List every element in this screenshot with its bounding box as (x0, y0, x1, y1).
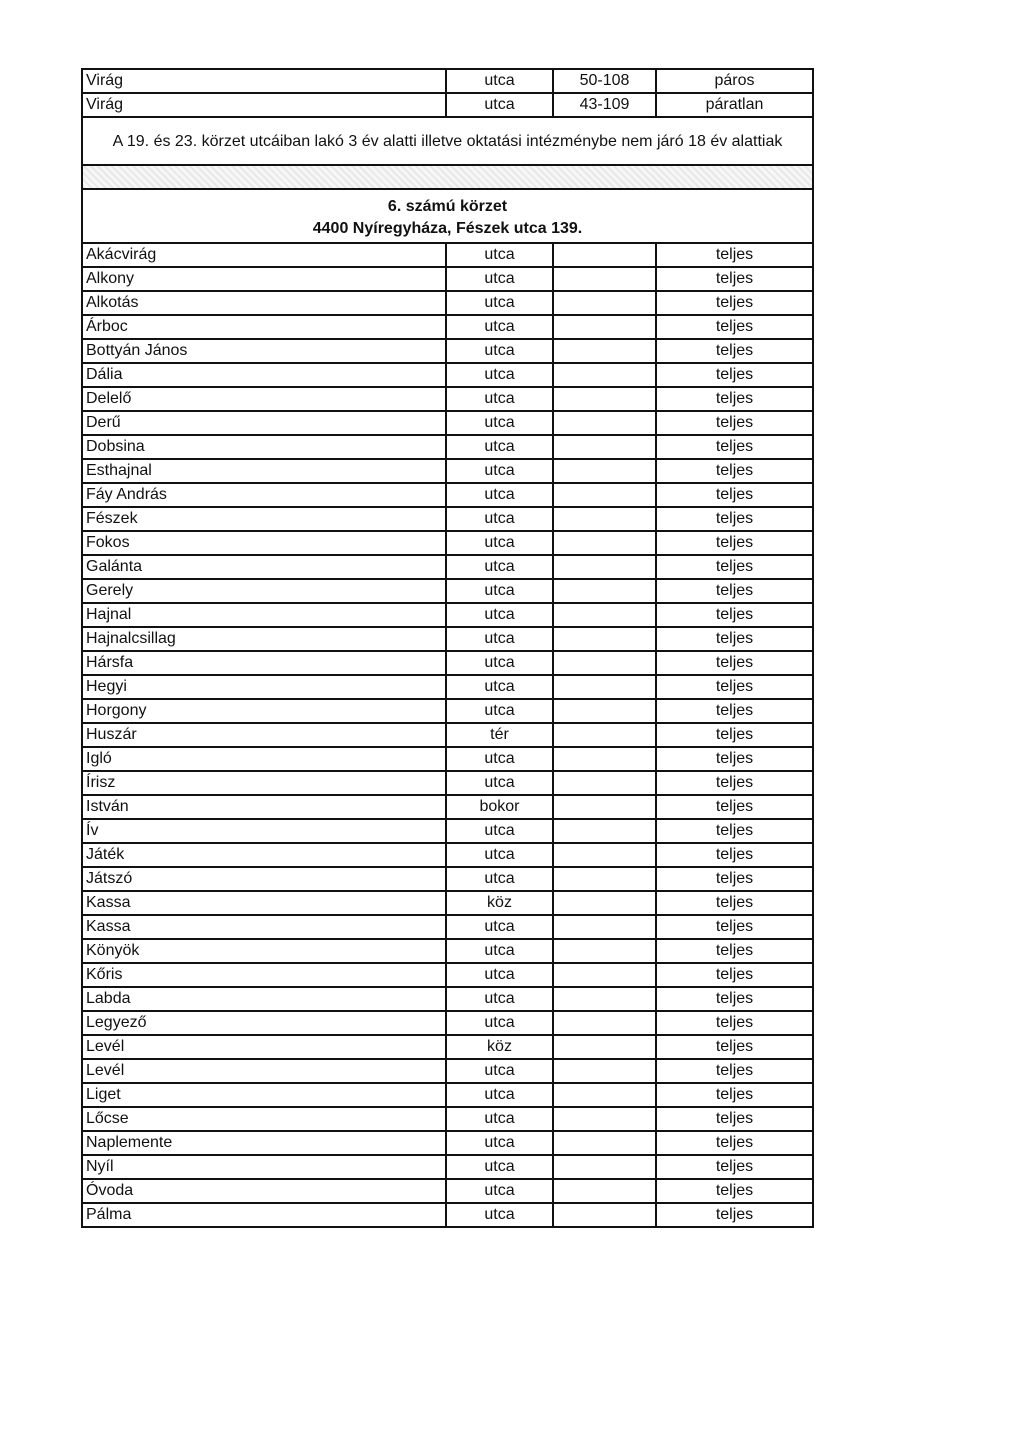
street-type-cell: utca (446, 1059, 553, 1083)
parity-cell: páratlan (656, 93, 813, 117)
street-type-cell: utca (446, 1107, 553, 1131)
street-type-cell: utca (446, 1083, 553, 1107)
parity-cell: teljes (656, 531, 813, 555)
house-range-cell (553, 579, 656, 603)
house-range-cell (553, 387, 656, 411)
house-range-cell (553, 819, 656, 843)
parity-cell: teljes (656, 915, 813, 939)
house-range-cell (553, 891, 656, 915)
street-type-cell: utca (446, 363, 553, 387)
street-type-cell: utca (446, 603, 553, 627)
street-name-cell: Huszár (82, 723, 446, 747)
table-row (82, 819, 813, 843)
street-type-cell: köz (446, 1035, 553, 1059)
street-type-cell: utca (446, 1203, 553, 1227)
street-type-cell: utca (446, 627, 553, 651)
district-header (82, 189, 813, 243)
street-type-cell: utca (446, 843, 553, 867)
house-range-cell (553, 795, 656, 819)
house-range-cell (553, 267, 656, 291)
table-row (82, 387, 813, 411)
house-range-cell (553, 555, 656, 579)
street-name-cell: Lőcse (82, 1107, 446, 1131)
table-row (82, 339, 813, 363)
parity-cell: teljes (656, 627, 813, 651)
street-name-cell: Hegyi (82, 675, 446, 699)
house-range-cell (553, 939, 656, 963)
parity-cell: teljes (656, 651, 813, 675)
parity-cell: teljes (656, 795, 813, 819)
parity-cell: teljes (656, 579, 813, 603)
street-name-cell: Igló (82, 747, 446, 771)
table-row (82, 771, 813, 795)
street-name-cell: Derű (82, 411, 446, 435)
table-row (82, 579, 813, 603)
street-name-cell: Virág (82, 93, 446, 117)
table-row (82, 507, 813, 531)
street-name-cell: Levél (82, 1035, 446, 1059)
parity-cell: páros (656, 69, 813, 93)
street-name-cell: Kassa (82, 891, 446, 915)
table-row (82, 1179, 813, 1203)
table-row (82, 531, 813, 555)
house-range-cell (553, 1083, 656, 1107)
street-name-cell: Pálma (82, 1203, 446, 1227)
street-type-cell: utca (446, 675, 553, 699)
table-row (82, 963, 813, 987)
street-name-cell: Nyíl (82, 1155, 446, 1179)
parity-cell: teljes (656, 363, 813, 387)
street-name-cell: Játszó (82, 867, 446, 891)
house-range-cell (553, 747, 656, 771)
table-row (82, 699, 813, 723)
street-name-cell: Galánta (82, 555, 446, 579)
house-range-cell (553, 963, 656, 987)
parity-cell: teljes (656, 891, 813, 915)
table-row (82, 939, 813, 963)
street-type-cell: utca (446, 411, 553, 435)
house-range-cell (553, 243, 656, 267)
house-range-cell (553, 315, 656, 339)
street-name-cell: Naplemente (82, 1131, 446, 1155)
table-row (82, 483, 813, 507)
parity-cell: teljes (656, 1131, 813, 1155)
street-name-cell: Dália (82, 363, 446, 387)
street-name-cell: Fokos (82, 531, 446, 555)
street-name-cell: Kőris (82, 963, 446, 987)
parity-cell: teljes (656, 675, 813, 699)
street-name-cell: István (82, 795, 446, 819)
house-range-cell (553, 1011, 656, 1035)
street-type-cell: utca (446, 315, 553, 339)
table-row (82, 627, 813, 651)
street-name-cell: Liget (82, 1083, 446, 1107)
house-range-cell (553, 627, 656, 651)
table-row (82, 69, 813, 93)
parity-cell: teljes (656, 987, 813, 1011)
parity-cell: teljes (656, 1107, 813, 1131)
parity-cell: teljes (656, 435, 813, 459)
parity-cell: teljes (656, 507, 813, 531)
street-name-cell: Delelő (82, 387, 446, 411)
parity-cell: teljes (656, 1083, 813, 1107)
parity-cell: teljes (656, 819, 813, 843)
note-text: A 19. és 23. körzet utcáiban lakó 3 év alatti illetve oktatási intézménybe nem járó 18 év alattiak (82, 117, 813, 165)
parity-cell: teljes (656, 1035, 813, 1059)
street-type-cell: utca (446, 291, 553, 315)
house-range-cell (553, 699, 656, 723)
street-type-cell: utca (446, 507, 553, 531)
table-row (82, 891, 813, 915)
district-title: 6. számú körzet (387, 198, 508, 215)
table-row (82, 747, 813, 771)
street-type-cell: utca (446, 747, 553, 771)
street-type-cell: utca (446, 267, 553, 291)
house-range-cell (553, 1155, 656, 1179)
street-name-cell: Esthajnal (82, 459, 446, 483)
street-type-cell: köz (446, 891, 553, 915)
house-range-cell (553, 651, 656, 675)
district-header-row (82, 189, 813, 243)
street-name-cell: Labda (82, 987, 446, 1011)
table-row (82, 1035, 813, 1059)
parity-cell: teljes (656, 483, 813, 507)
house-range-cell (553, 1179, 656, 1203)
table-row (82, 243, 813, 267)
street-type-cell: tér (446, 723, 553, 747)
house-range-cell (553, 1203, 656, 1227)
parity-cell: teljes (656, 459, 813, 483)
table-row (82, 603, 813, 627)
street-type-cell: utca (446, 459, 553, 483)
street-name-cell: Bottyán János (82, 339, 446, 363)
table-row (82, 867, 813, 891)
street-name-cell: Alkony (82, 267, 446, 291)
street-type-cell: bokor (446, 795, 553, 819)
street-name-cell: Írisz (82, 771, 446, 795)
parity-cell: teljes (656, 1203, 813, 1227)
street-name-cell: Alkotás (82, 291, 446, 315)
street-type-cell: utca (446, 1179, 553, 1203)
street-name-cell: Fáy András (82, 483, 446, 507)
house-range-cell (553, 459, 656, 483)
house-range-cell (553, 531, 656, 555)
house-range-cell (553, 363, 656, 387)
parity-cell: teljes (656, 291, 813, 315)
table-row (82, 291, 813, 315)
table-row (82, 1203, 813, 1227)
street-type-cell: utca (446, 93, 553, 117)
street-name-cell: Fészek (82, 507, 446, 531)
street-name-cell: Óvoda (82, 1179, 446, 1203)
table-row (82, 795, 813, 819)
table-row (82, 675, 813, 699)
table-row (82, 1059, 813, 1083)
street-type-cell: utca (446, 531, 553, 555)
house-range-cell (553, 1131, 656, 1155)
table-row (82, 915, 813, 939)
parity-cell: teljes (656, 387, 813, 411)
table-row (82, 723, 813, 747)
street-name-cell: Könyök (82, 939, 446, 963)
house-range-cell (553, 603, 656, 627)
table-row (82, 267, 813, 291)
house-range-cell (553, 867, 656, 891)
parity-cell: teljes (656, 771, 813, 795)
table-row (82, 1155, 813, 1179)
table-row (82, 411, 813, 435)
street-type-cell: utca (446, 243, 553, 267)
street-type-cell: utca (446, 963, 553, 987)
street-name-cell: Hajnalcsillag (82, 627, 446, 651)
street-name-cell: Legyező (82, 1011, 446, 1035)
house-range-cell (553, 843, 656, 867)
street-type-cell: utca (446, 1131, 553, 1155)
house-range-cell (553, 507, 656, 531)
parity-cell: teljes (656, 1155, 813, 1179)
street-type-cell: utca (446, 939, 553, 963)
street-type-cell: utca (446, 435, 553, 459)
street-type-cell: utca (446, 483, 553, 507)
table-row (82, 459, 813, 483)
table-row (82, 843, 813, 867)
parity-cell: teljes (656, 1011, 813, 1035)
street-name-cell: Játék (82, 843, 446, 867)
street-type-cell: utca (446, 387, 553, 411)
house-range-cell (553, 339, 656, 363)
house-range-cell (553, 483, 656, 507)
parity-cell: teljes (656, 747, 813, 771)
street-name-cell: Hajnal (82, 603, 446, 627)
parity-cell: teljes (656, 315, 813, 339)
house-range-cell (553, 987, 656, 1011)
note-row (82, 117, 813, 165)
parity-cell: teljes (656, 1179, 813, 1203)
parity-cell: teljes (656, 243, 813, 267)
street-type-cell: utca (446, 819, 553, 843)
street-type-cell: utca (446, 987, 553, 1011)
house-range-cell (553, 723, 656, 747)
house-range-cell: 43-109 (553, 93, 656, 117)
street-type-cell: utca (446, 1011, 553, 1035)
parity-cell: teljes (656, 411, 813, 435)
table-row (82, 315, 813, 339)
house-range-cell (553, 435, 656, 459)
street-name-cell: Horgony (82, 699, 446, 723)
parity-cell: teljes (656, 555, 813, 579)
parity-cell: teljes (656, 963, 813, 987)
house-range-cell (553, 1035, 656, 1059)
street-name-cell: Kassa (82, 915, 446, 939)
parity-cell: teljes (656, 723, 813, 747)
house-range-cell (553, 675, 656, 699)
table-row (82, 1131, 813, 1155)
parity-cell: teljes (656, 843, 813, 867)
street-name-cell: Dobsina (82, 435, 446, 459)
street-type-cell: utca (446, 651, 553, 675)
house-range-cell (553, 1107, 656, 1131)
street-name-cell: Árboc (82, 315, 446, 339)
table-row (82, 987, 813, 1011)
street-type-cell: utca (446, 1155, 553, 1179)
table-row (82, 1011, 813, 1035)
street-name-cell: Virág (82, 69, 446, 93)
house-range-cell (553, 291, 656, 315)
street-type-cell: utca (446, 771, 553, 795)
street-type-cell: utca (446, 915, 553, 939)
parity-cell: teljes (656, 1059, 813, 1083)
house-range-cell (553, 411, 656, 435)
house-range-cell (553, 771, 656, 795)
street-type-cell: utca (446, 867, 553, 891)
house-range-cell (553, 915, 656, 939)
street-name-cell: Akácvirág (82, 243, 446, 267)
parity-cell: teljes (656, 603, 813, 627)
house-range-cell: 50-108 (553, 69, 656, 93)
separator-row (82, 165, 813, 189)
parity-cell: teljes (656, 267, 813, 291)
street-name-cell: Hársfa (82, 651, 446, 675)
table-row (82, 1107, 813, 1131)
street-type-cell: utca (446, 69, 553, 93)
parity-cell: teljes (656, 699, 813, 723)
table-row (82, 435, 813, 459)
street-table-body (82, 69, 813, 1227)
street-type-cell: utca (446, 339, 553, 363)
district-address: 4400 Nyíregyháza, Fészek utca 139. (312, 220, 583, 237)
street-type-cell: utca (446, 699, 553, 723)
table-row (82, 93, 813, 117)
parity-cell: teljes (656, 867, 813, 891)
table-row (82, 651, 813, 675)
separator-cell (82, 165, 813, 189)
street-name-cell: Gerely (82, 579, 446, 603)
street-type-cell: utca (446, 555, 553, 579)
table-row (82, 1083, 813, 1107)
table-row (82, 555, 813, 579)
street-name-cell: Ív (82, 819, 446, 843)
street-table (81, 68, 814, 1228)
street-type-cell: utca (446, 579, 553, 603)
house-range-cell (553, 1059, 656, 1083)
parity-cell: teljes (656, 939, 813, 963)
street-name-cell: Levél (82, 1059, 446, 1083)
table-row (82, 363, 813, 387)
parity-cell: teljes (656, 339, 813, 363)
